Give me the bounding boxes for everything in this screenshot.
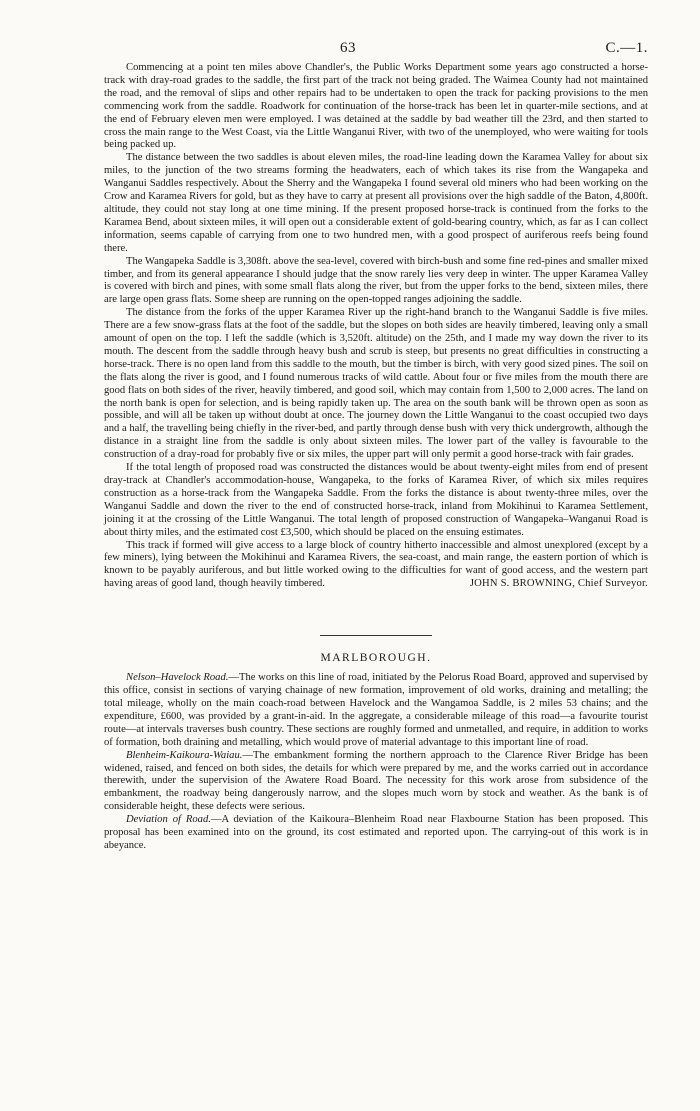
report-paragraph: The distance from the forks of the upper Karamea River up the right-hand branch to the Wanganui Saddle is five miles. There are a few snow-grass flats at the foot of the saddle, but the slopes on both sides are heavily timbered, leaving only a small amount of open on the top. I left the saddle (which is 3,520ft. altitude) on the 25th, and I made my way down the river to its mouth. The descent from the saddle through heavy bush and scrub is steep, but presents no great difficulties in constructing a horse-track. There is no open land from this saddle to the mouth, but the timber is birch, with very good sized pines. The soil on the flats along the river is good, and I found numerous tracks of wild cattle. About four or five miles from the mouth there are good flats on both sides of the river, heavily timbered, and good soil, which may contain from 1,500 to 2,000 acres. The land on the north bank is open for selection, and is being rapidly taken up. The area on the south bank will be thrown open as soon as possible, and will all be taken up without doubt at once. The journey down the Little Wanganui to the coast occupied two days and a half, the travelling being chiefly in the river-bed, and partly through dense bush with very thick undergrowth, although the distance in a straight line from the saddle is only about sixteen miles. The lower part of the valley is favourable to the construction of a dray-road for probably five or six miles, the upper part will only permit a good horse-track with fair grades. <box>104 307 648 461</box>
report-paragraph: Commencing at a point ten miles above Chandler's, the Public Works Department some years ago constructed a horse-track with dray-road grades to the saddle, the first part of the track not being graded. The Waimea County had not maintained the road, and the removal of slips and other repairs had to be undertaken to open the track for packing provisions to the men commencing work from the saddle. Roadwork for continuation of the horse-track has been let in quarter-mile sections, and at the end of February eleven men were employed. I was detained at the saddle by bad weather till the 23rd, and then started to cross the main range to the West Coast, via the Little Wanganui River, with two of the unemployed, who were waiting for tools being packed up. <box>104 62 648 151</box>
item-text: —A deviation of the Kaikoura–Blenheim Road near Flaxbourne Station has been proposed. This proposal has been examined into on the ground, its cost estimated and reported upon. The carrying-out of this work is in abeyance. <box>104 814 648 851</box>
item-heading: Blenheim-Kaikoura-Waiau. <box>126 749 243 761</box>
item-text: —The works on this line of road, initiated by the Pelorus Road Board, approved and supervised by this office, consist in sections of varying chainage of new formation, improvement of old works, draining and metalling; the total mileage, wholly on the main coach-road between Havelock and the Wangamoa Saddle, is 2 miles 53 chains; and the expenditure, £600, was provided by a grant-in-aid. In the aggregate, a considerable mileage of this road—a favourite tourist route—at intervals traverses bush country. These sections are roughly formed and unmetalled, and require, in addition to works of formation, both draining and metalling, which would prove of material advantage to this important line of road. <box>104 672 648 748</box>
item-text: —The embankment forming the northern approach to the Clarence River Bridge has been widened, raised, and fenced on both sides, the details for which were prepared by me, and the works carried out in accordance therewith, under the supervision of the Awatere Road Board. The necessity for this work arose from subsidence of the embankment, the roadway being dangerously narrow, and the slopes much worn by stock and weather. As the bank is of considerable height, these defects were serious. <box>104 749 648 813</box>
browning-report <box>104 62 648 591</box>
item-heading: Deviation of Road. <box>126 814 211 826</box>
closing-paragraph <box>104 540 648 592</box>
report-paragraph: The distance between the two saddles is about eleven miles, the road-line leading down the Karamea Valley for about six miles, to the junction of the two streams forming the headwaters, each of which takes its rise from the Wangapeka and Wanganui Saddles respectively. About the Sherry and the Wangapeka I found several old miners who had been working on the Crow and Karamea Rivers for gold, but as they have to carry at present all provisions over the high saddle of the Baton, 4,800ft. altitude, they could not stay long at one time mining. If the present proposed horse-track is continued from the forks to the Karamea Bend, about sixteen miles, it will open out a considerable extent of gold-bearing country, which, as far as I can collect information, seems capable of carrying from one to two hundred men, with a good prospect of auriferous reefs being found there. <box>104 152 648 254</box>
marlborough-item <box>104 672 648 749</box>
document-code: C.—1. <box>605 40 648 56</box>
report-paragraph: The Wangapeka Saddle is 3,308ft. above the sea-level, covered with birch-bush and some fine red-pines and smaller mixed timber, and from its general appearance I should judge that the snow rarely lies very deep in winter. The upper Karamea Valley is covered with birch and pines, with some small flats along the river, but from the upper forks to the bend, sixteen miles, there are large open grass flats. Some sheep are running on the open-topped ranges adjoining the saddle. <box>104 255 648 306</box>
marlborough-item <box>104 814 648 853</box>
signature: JOHN S. BROWNING, Chief Surveyor. <box>469 578 648 590</box>
section-divider <box>320 635 432 636</box>
section-title-marlborough: MARLBOROUGH. <box>320 652 432 665</box>
page-number: 63 <box>340 40 356 56</box>
marlborough-item <box>104 750 648 815</box>
item-heading: Nelson–Havelock Road. <box>126 672 229 684</box>
report-paragraph: If the total length of proposed road was constructed the distances would be about twenty-eight miles from end of present dray-track at Chandler's accommodation-house, Wangapeka, to the forks of Karamea River, of which six miles requires construction as a horse-track from the Wangapeka Saddle. From the forks the distance is about twenty-three miles, over the Wanganui Saddle and down the river to the end of constructed horse-track, inland from Mokihinui to Karamea Settlement, joining it at the crossing of the Little Wanganui. The total length of proposed construction of Wangapeka–Wanganui Road is about thirty miles, and the estimated cost £3,500, which should be placed on the ensuing estimates. <box>104 462 648 538</box>
closing-paragraph-text: This track if formed will give access to a large block of country hitherto inaccessible and almost unexplored (except by a few miners), lying between the Mokihinui and Karamea Rivers, the sea-coast, and main range, the eastern portion of which is known to be payably auriferous, and but little worked owing to the difficulties for want of good access, and the western part having areas of good land, though heavily timbered. <box>104 539 648 590</box>
page-header <box>104 0 648 62</box>
marlborough-section <box>104 672 648 853</box>
